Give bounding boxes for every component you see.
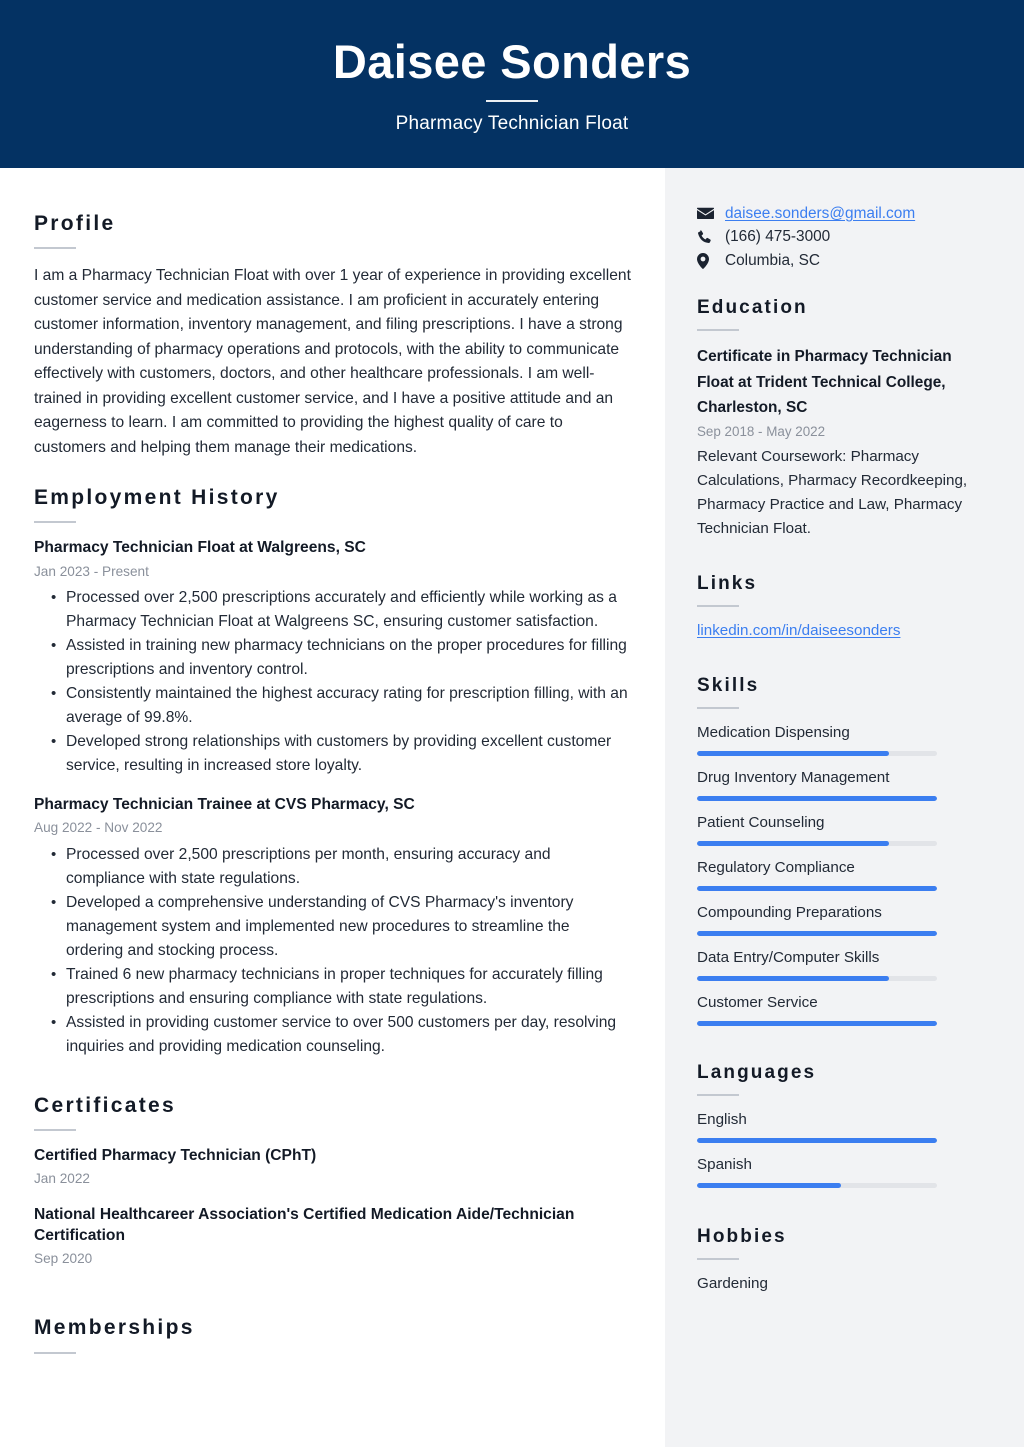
section-languages xyxy=(697,1062,991,1188)
links-heading: Links xyxy=(697,572,758,594)
skill-item xyxy=(697,992,991,1026)
language-label: English xyxy=(697,1111,747,1129)
certificate-date: Sep 2020 xyxy=(34,1251,93,1267)
candidate-job-title: Pharmacy Technician Float xyxy=(395,112,629,134)
sidebar-column xyxy=(665,168,1024,1447)
section-certificates xyxy=(34,1094,631,1269)
skill-label: Customer Service xyxy=(697,994,818,1012)
skill-item xyxy=(697,767,991,801)
bullet-item: • Trained 6 new pharmacy technicians in proper techniques for accurately filling prescriptions and ensuring compliance with state regulations. xyxy=(34,963,631,1011)
skill-item xyxy=(697,857,991,891)
candidate-name: Daisee Sonders xyxy=(332,35,692,89)
profile-heading: Profile xyxy=(34,212,116,235)
skill-bar-track xyxy=(697,841,937,846)
section-profile xyxy=(34,212,631,460)
bullet-item: • Processed over 2,500 prescriptions per month, ensuring accuracy and compliance with state regulations. xyxy=(34,843,631,891)
employment-entry xyxy=(34,795,631,1059)
language-item xyxy=(697,1154,991,1188)
bullet-item: • Processed over 2,500 prescriptions accurately and efficiently while working as a Pharmacy Technician Float at Walgreens SC, ensuring customer satisfaction. xyxy=(34,586,631,634)
bullet-item: • Developed strong relationships with customers by providing excellent customer service, resulting in increased store loyalty. xyxy=(34,730,631,778)
section-memberships xyxy=(34,1316,631,1353)
skill-item xyxy=(697,812,991,846)
certificate-entry xyxy=(34,1205,631,1268)
section-skills xyxy=(697,675,991,1026)
header-divider xyxy=(486,100,538,102)
hobbies-heading: Hobbies xyxy=(697,1226,787,1248)
certificate-entry xyxy=(34,1146,631,1189)
hobby-item: Gardening xyxy=(697,1275,768,1293)
certificates-heading-rule xyxy=(34,1129,76,1131)
resume-header xyxy=(0,0,1024,168)
section-education xyxy=(697,297,991,541)
skill-label: Drug Inventory Management xyxy=(697,769,890,787)
language-label: Spanish xyxy=(697,1156,752,1174)
skill-bar-track xyxy=(697,976,937,981)
language-bar-fill xyxy=(697,1183,841,1188)
phone-icon xyxy=(697,230,716,245)
memberships-heading: Memberships xyxy=(34,1316,195,1340)
skill-bar-fill xyxy=(697,976,889,981)
bullet-item: • Assisted in providing customer service to over 500 customers per day, resolving inquiries and providing medication counseling. xyxy=(34,1011,631,1059)
employment-entry-bullets xyxy=(34,586,631,778)
certificate-date: Jan 2022 xyxy=(34,1171,90,1187)
skill-bar-fill xyxy=(697,886,937,891)
skill-bar-fill xyxy=(697,1021,937,1026)
skill-item xyxy=(697,947,991,981)
email-link[interactable]: daisee.sonders@gmail.com xyxy=(725,205,916,222)
skill-bar-track xyxy=(697,1021,937,1026)
employment-entry-date: Aug 2022 - Nov 2022 xyxy=(34,820,163,836)
languages-heading-rule xyxy=(697,1094,739,1096)
language-item xyxy=(697,1109,991,1143)
section-employment-history xyxy=(34,486,631,1058)
links-heading-rule xyxy=(697,605,739,607)
language-bar-track xyxy=(697,1183,937,1188)
hobbies-heading-rule xyxy=(697,1258,739,1260)
linkedin-link[interactable]: linkedin.com/in/daiseesonders xyxy=(697,621,901,639)
skill-item xyxy=(697,902,991,936)
education-heading: Education xyxy=(697,296,808,318)
bullet-item: • Developed a comprehensive understanding of CVS Pharmacy's inventory management system and implemented new procedures to streamline the ordering and stocking process. xyxy=(34,891,631,963)
profile-text: I am a Pharmacy Technician Float with over 1 year of experience in providing excellent customer service and medication assistance. I am proficient in accurately entering customer information, inventory management, and filing prescriptions. I have a strong understanding of pharmacy operations and protocols, with the ability to communicate effectively with customers, doctors, and other healthcare professionals. I am well-trained in providing excellent customer service, and I have a positive attitude and an eagerness to learn. I am committed to providing the highest quality of care to customers and helping them manage their medications. xyxy=(34,267,631,456)
skills-heading: Skills xyxy=(697,675,760,697)
skills-heading-rule xyxy=(697,707,739,709)
phone-value: (166) 475-3000 xyxy=(725,228,831,246)
section-hobbies xyxy=(697,1226,991,1296)
education-heading-rule xyxy=(697,329,739,331)
bullet-item: • Assisted in training new pharmacy technicians on the proper procedures for filling prescriptions and inventory control. xyxy=(34,634,631,682)
skill-bar-fill xyxy=(697,931,937,936)
skill-label: Compounding Preparations xyxy=(697,904,882,922)
language-bar-fill xyxy=(697,1138,937,1143)
section-links xyxy=(697,573,991,643)
skill-bar-track xyxy=(697,931,937,936)
employment-entry-date: Jan 2023 - Present xyxy=(34,563,149,579)
bullet-item: • Consistently maintained the highest accuracy rating for prescription filling, with an average of 99.8%. xyxy=(34,682,631,730)
skill-label: Medication Dispensing xyxy=(697,724,850,742)
skill-label: Data Entry/Computer Skills xyxy=(697,949,880,967)
education-entry-description: Relevant Coursework: Pharmacy Calculations, Pharmacy Recordkeeping, Pharmacy Practice and Law, Pharmacy Technician Float. xyxy=(697,447,968,537)
skill-bar-track xyxy=(697,886,937,891)
education-entry-date: Sep 2018 - May 2022 xyxy=(697,424,826,440)
employment-entry-bullets xyxy=(34,843,631,1059)
skill-bar-track xyxy=(697,751,937,756)
resume-body xyxy=(0,168,1024,1447)
skill-item xyxy=(697,722,991,756)
employment-heading-rule xyxy=(34,521,76,523)
contact-row-phone xyxy=(697,229,991,244)
certificates-heading: Certificates xyxy=(34,1093,176,1117)
contact-row-location xyxy=(697,253,991,269)
employment-entry xyxy=(34,538,631,778)
main-column xyxy=(0,168,665,1447)
certificate-title: Certified Pharmacy Technician (CPhT) xyxy=(34,1146,317,1164)
skill-bar-fill xyxy=(697,841,889,846)
education-entry xyxy=(697,344,991,541)
employment-heading: Employment History xyxy=(34,486,280,510)
skill-label: Regulatory Compliance xyxy=(697,859,855,877)
contact-row-email[interactable] xyxy=(697,206,991,221)
location-pin-icon xyxy=(697,253,716,269)
languages-heading: Languages xyxy=(697,1062,817,1084)
skill-label: Patient Counseling xyxy=(697,814,825,832)
profile-heading-rule xyxy=(34,247,76,249)
education-entry-title: Certificate in Pharmacy Technician Float at Trident Technical College, Charleston, SC xyxy=(697,347,952,417)
skill-bar-track xyxy=(697,796,937,801)
language-bar-track xyxy=(697,1138,937,1143)
memberships-heading-rule xyxy=(34,1352,76,1354)
skill-bar-fill xyxy=(697,796,937,801)
contact-info xyxy=(697,206,991,269)
employment-entry-title: Pharmacy Technician Trainee at CVS Pharmacy, SC xyxy=(34,795,415,813)
skill-bar-fill xyxy=(697,751,889,756)
employment-entry-title: Pharmacy Technician Float at Walgreens, SC xyxy=(34,539,366,557)
location-value: Columbia, SC xyxy=(725,252,820,270)
envelope-icon xyxy=(697,207,716,220)
certificate-title: National Healthcareer Association's Certified Medication Aide/Technician Certification xyxy=(34,1206,575,1244)
